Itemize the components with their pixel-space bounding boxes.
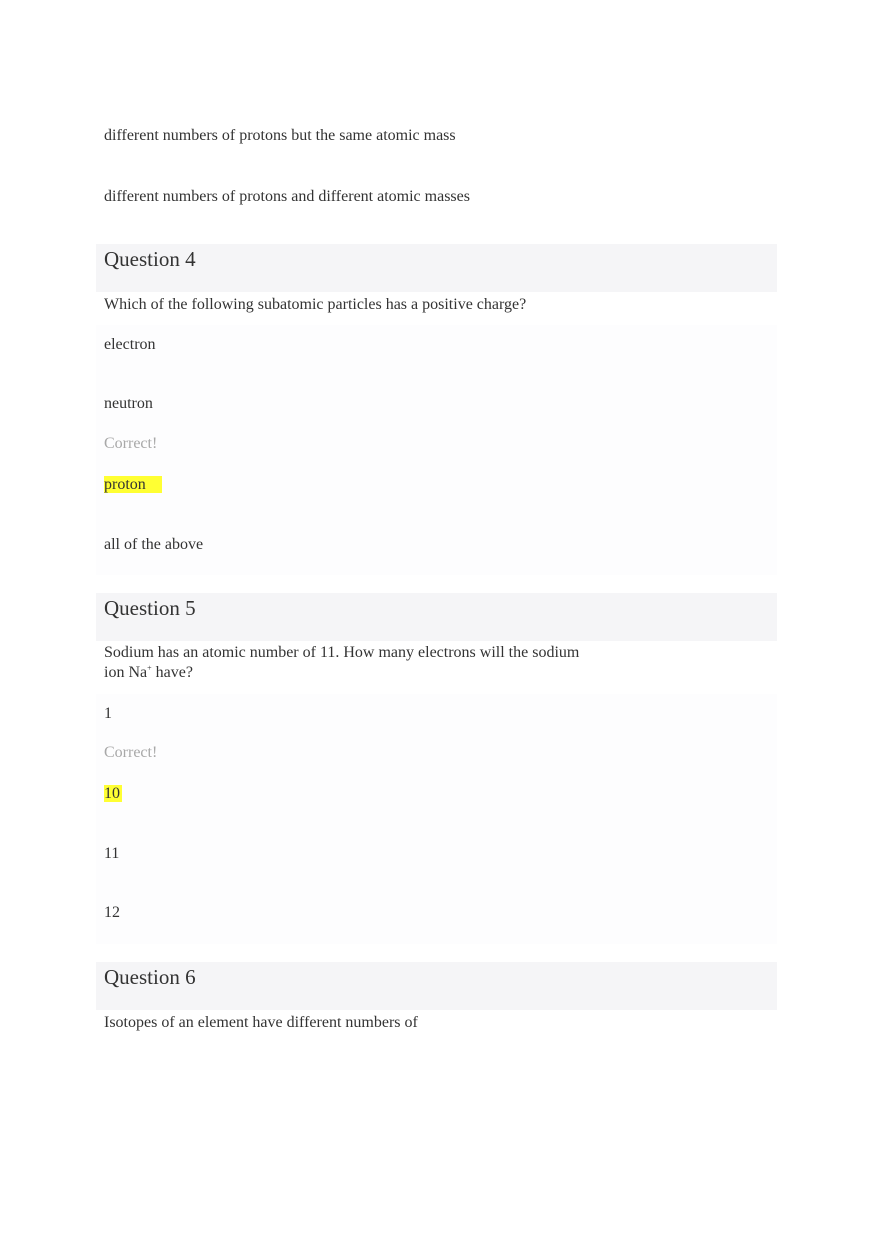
q4-highlight-pad [148, 476, 162, 493]
question-6-title: Question 6 [104, 965, 196, 989]
question-5-title: Question 5 [104, 596, 196, 620]
question-6-prompt: Isotopes of an element have different numbers of [104, 1014, 418, 1031]
q5-correct-label: Correct! [104, 744, 158, 761]
q4-correct-answer-highlight: proton [104, 476, 146, 493]
q4-option-neutron: neutron [104, 395, 153, 412]
q5-option-12: 12 [104, 904, 120, 921]
q4-correct-label: Correct! [104, 435, 158, 452]
q5-correct-answer-highlight: 10 [104, 785, 120, 802]
q5-option-10 [104, 784, 122, 804]
question-5-header [96, 593, 777, 641]
question-5-prompt-line2 [104, 663, 193, 683]
q5-option-1: 1 [104, 705, 112, 722]
q5-prompt-charge: + [147, 663, 152, 673]
q4-option-all: all of the above [104, 536, 204, 553]
question-5-answers-area [96, 694, 777, 944]
q5-option-11: 11 [104, 845, 120, 862]
q5-prompt-end: have? [151, 664, 193, 681]
q3-option-c: different numbers of protons but the same atomic mass [104, 127, 456, 144]
question-4-header [96, 244, 777, 292]
question-5-prompt-line1: Sodium has an atomic number of 11. How many electrons will the sodium [104, 644, 580, 661]
q4-option-proton [104, 475, 162, 495]
q3-option-d: different numbers of protons and different atomic masses [104, 188, 470, 205]
q4-option-electron: electron [104, 336, 156, 353]
question-4-prompt: Which of the following subatomic particles has a positive charge? [104, 296, 527, 313]
question-4-title: Question 4 [104, 247, 196, 271]
q5-prompt-ion: ion Na [104, 664, 148, 681]
question-6-header [96, 962, 777, 1010]
